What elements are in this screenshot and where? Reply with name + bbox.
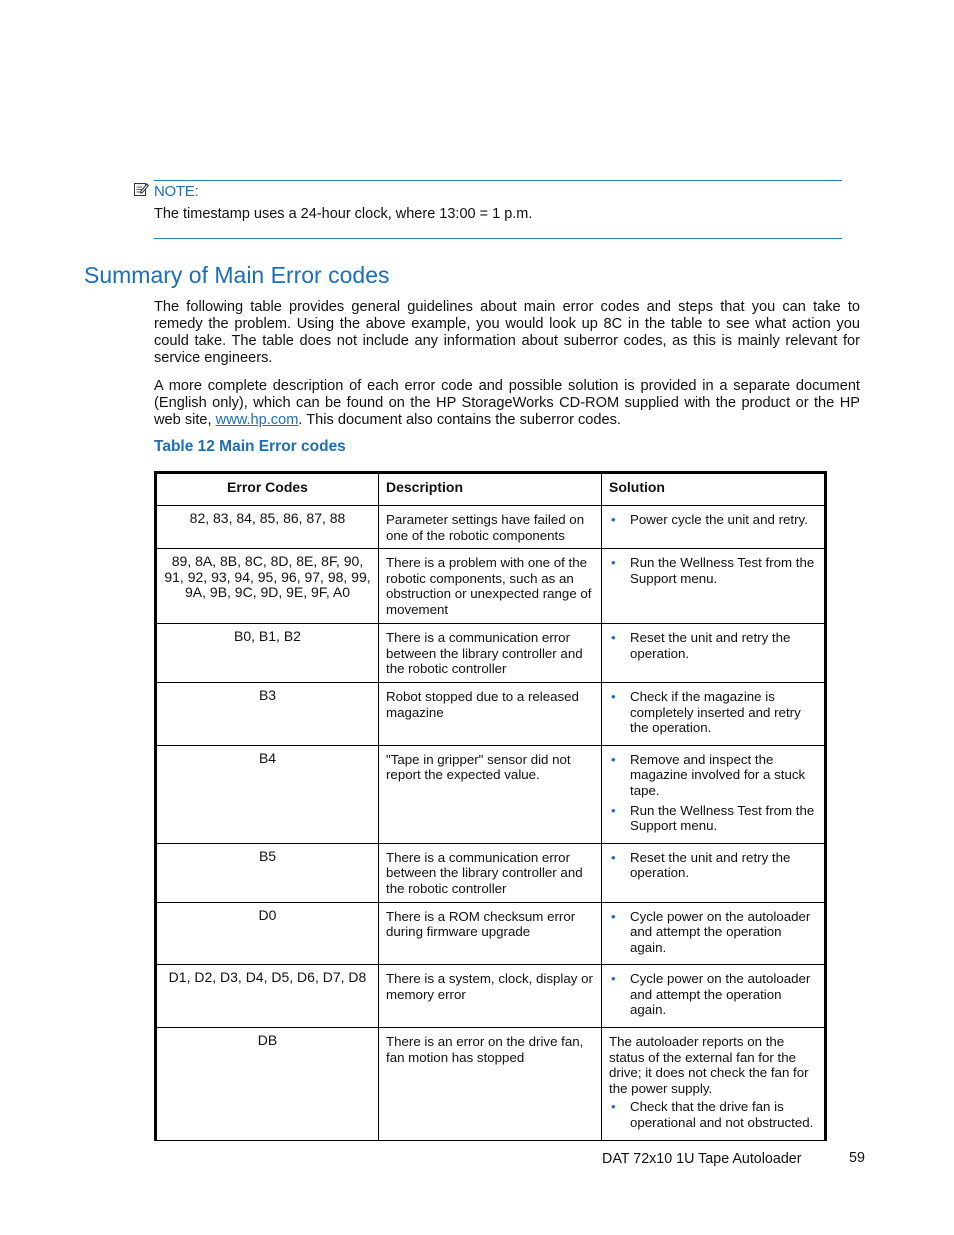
header-solution: Solution [602,473,826,506]
bullet-icon: • [611,688,616,704]
description-cell: "Tape in gripper" sensor did not report the expected value. [379,745,602,843]
table-header-row [156,473,826,506]
solution-cell [602,1028,826,1141]
description-cell: There is an error on the drive fan, fan motion has stopped [379,1028,602,1141]
error-code-cell: D0 [156,902,379,965]
solution-list [609,555,817,586]
solution-text: Reset the unit and retry the operation. [630,630,791,661]
note-text: The timestamp uses a 24-hour clock, where 13:00 = 1 p.m. [154,206,533,222]
paragraph-text-after-link: . This document also contains the suberror codes. [298,412,621,428]
solution-cell [602,902,826,965]
table-row [156,843,826,902]
note-pencil-icon [133,181,149,197]
error-code-cell: B0, B1, B2 [156,624,379,683]
table-body [156,506,826,1141]
bullet-icon: • [611,512,616,527]
error-codes-table [154,471,827,1141]
solution-item [609,803,817,834]
solution-list [609,630,817,661]
solution-cell [602,624,826,683]
solution-list [609,512,817,528]
description-cell: There is a ROM checksum error during firmware upgrade [379,902,602,965]
bullet-icon: • [611,630,616,646]
description-cell: Robot stopped due to a released magazine [379,682,602,745]
table-row [156,682,826,745]
hp-website-link[interactable]: www.hp.com [215,412,299,428]
error-code-cell: 89, 8A, 8B, 8C, 8D, 8E, 8F, 90, 91, 92, 93, 94, 95, 96, 97, 98, 99, 9A, 9B, 9C, 9D, 9E, 9F, A0 [156,549,379,624]
solution-item [609,512,817,528]
section-title: Summary of Main Error codes [84,262,390,288]
solution-item [609,752,817,799]
table-caption: Table 12 Main Error codes [154,438,346,455]
description-cell: Parameter settings have failed on one of the robotic components [379,506,602,549]
solution-text: Cycle power on the autoloader and attempt the operation again. [630,908,811,955]
solution-text: Run the Wellness Test from the Support menu. [630,802,815,834]
page-number: 59 [849,1150,865,1166]
solution-list [609,850,817,881]
description-paragraph [154,378,860,429]
solution-text: Remove and inspect the magazine involved for a stuck tape. [630,751,806,798]
solution-cell [602,745,826,843]
solution-cell [602,682,826,745]
solution-cell [602,843,826,902]
bullet-icon: • [611,751,616,767]
solution-item [609,971,817,1018]
table-row [156,965,826,1028]
solution-note: The autoloader reports on the status of the external fan for the drive; it does not check the fan for the power supply. [609,1034,809,1096]
solution-text: Check if the magazine is completely inserted and retry the operation. [630,688,801,736]
note-top-rule [154,180,842,181]
note-bottom-rule [154,238,842,239]
table-row [156,549,826,624]
solution-text: Reset the unit and retry the operation. [630,849,791,881]
error-code-cell: B4 [156,745,379,843]
footer-title: DAT 72x10 1U Tape Autoloader [602,1151,802,1167]
solution-list [609,689,817,736]
solution-list [609,971,817,1018]
bullet-icon: • [611,971,616,987]
paragraph-text-before-link: A more complete description of each error code and possible solution is provided in a separate document (English only), which can be found on the HP StorageWorks CD-ROM supplied with the product or the HP web site, [154,378,860,428]
header-error-codes: Error Codes [156,473,379,506]
solution-text: Power cycle the unit and retry. [630,512,808,527]
bullet-icon: • [611,849,616,865]
solution-list [609,1099,817,1130]
table-row [156,1028,826,1141]
error-code-cell: B5 [156,843,379,902]
solution-cell [602,549,826,624]
description-cell: There is a communication error between the library controller and the robotic controller [379,843,602,902]
intro-paragraph: The following table provides general guidelines about main error codes and steps that you can take to remedy the problem. Using the above example, you would look up 8C in the table to see what action you could take. The table does not include any information about suberror codes, as this is mainly relevant for service engineers. [154,299,860,366]
table-row [156,506,826,549]
bullet-icon: • [611,908,616,924]
error-code-cell: DB [156,1028,379,1141]
description-cell: There is a problem with one of the robotic components, such as an obstruction or unexpected range of movement [379,549,602,624]
error-code-cell: D1, D2, D3, D4, D5, D6, D7, D8 [156,965,379,1028]
solution-text: Cycle power on the autoloader and attempt the operation again. [630,971,811,1018]
bullet-icon: • [611,1099,616,1115]
solution-item [609,689,817,736]
solution-list [609,909,817,956]
solution-item [609,630,817,661]
bullet-icon: • [611,802,616,818]
note-label: NOTE: [154,183,199,200]
table-row [156,902,826,965]
header-description: Description [379,473,602,506]
solution-item [609,555,817,586]
error-code-cell: 82, 83, 84, 85, 86, 87, 88 [156,506,379,549]
error-code-cell: B3 [156,682,379,745]
solution-text: Run the Wellness Test from the Support menu. [630,555,815,586]
solution-list [609,752,817,834]
table-row [156,624,826,683]
solution-cell [602,965,826,1028]
solution-item [609,850,817,881]
table-row [156,745,826,843]
solution-item [609,909,817,956]
bullet-icon: • [611,555,616,571]
description-cell: There is a communication error between the library controller and the robotic controller [379,624,602,683]
solution-cell [602,506,826,549]
solution-text: Check that the drive fan is operational and not obstructed. [630,1099,814,1131]
description-cell: There is a system, clock, display or memory error [379,965,602,1028]
solution-item [609,1099,817,1130]
